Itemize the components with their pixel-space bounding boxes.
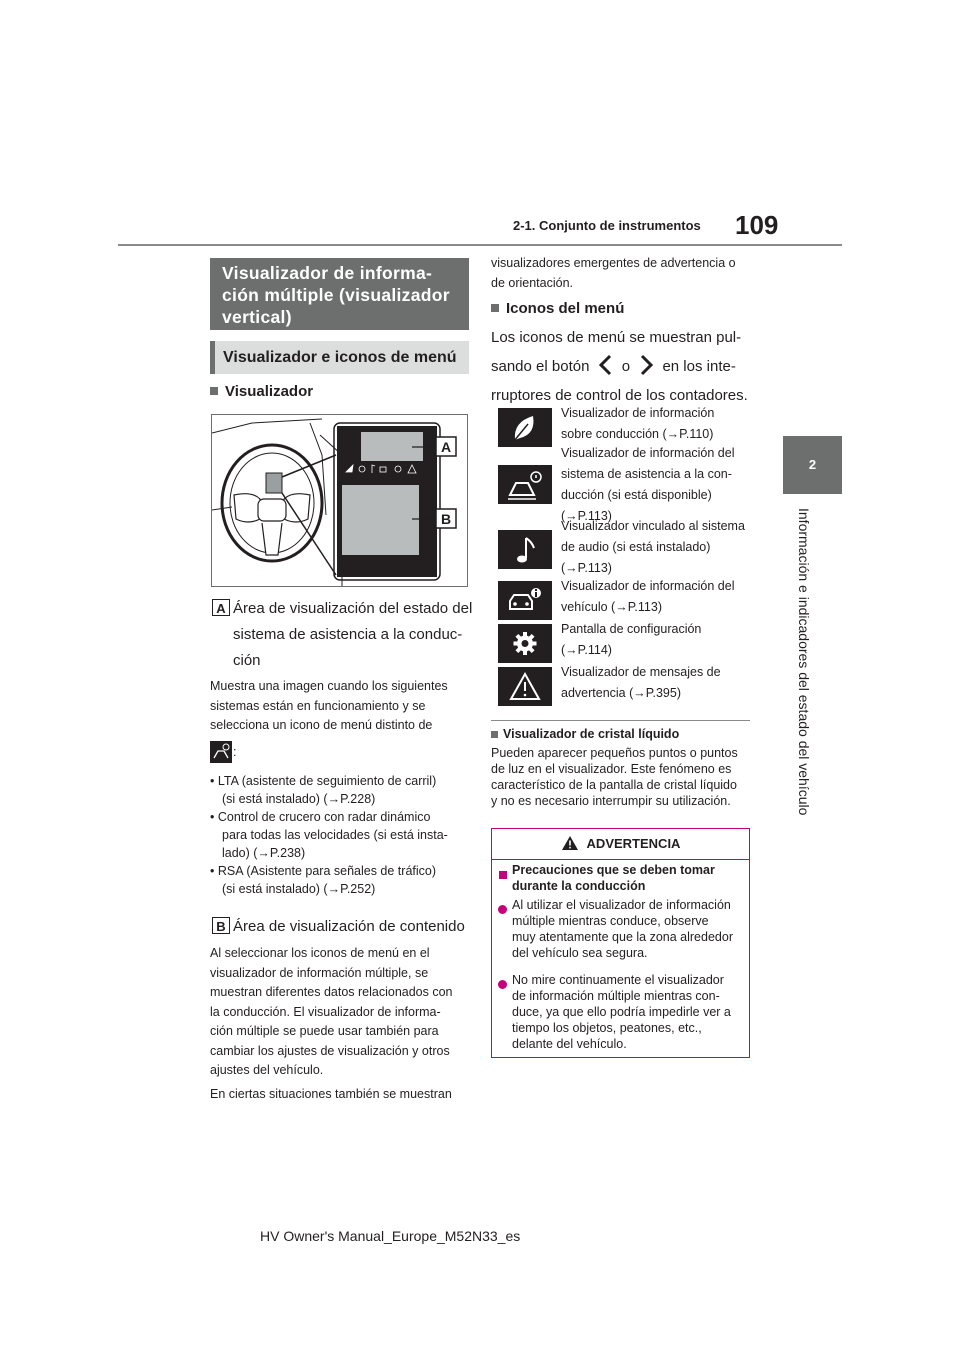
vehicle-info-icon xyxy=(498,581,552,620)
warning-line: Al utilizar el visualizador de información xyxy=(512,898,731,912)
warning-line: tiempo los objetos, peatones, etc., xyxy=(512,1021,702,1035)
a-body xyxy=(210,677,480,736)
iconos-line xyxy=(491,352,761,381)
section-heading-line: ción múltiple (visualizador xyxy=(222,285,450,305)
b-body-line: ción múltiple se puede usar también para xyxy=(210,1024,439,1038)
divider xyxy=(491,720,750,721)
icon-desc-line: ducción (si está disponible) xyxy=(561,488,712,502)
a-heading-line: Área de visualización del estado del xyxy=(233,600,473,617)
label-b: B xyxy=(212,917,230,934)
figure-label-b: B xyxy=(440,511,452,527)
icon-desc-vehicle xyxy=(561,576,751,618)
a-body-line: selecciona un icono de menú distinto de xyxy=(210,718,433,732)
chapter-tab: 2 xyxy=(783,436,842,494)
iconos-line: rruptores de control de los contadores. xyxy=(491,387,748,404)
page-number: 109 xyxy=(735,210,779,240)
warning-title: ADVERTENCIA xyxy=(586,836,681,851)
b-body-line: En ciertas situaciones también se muestran xyxy=(210,1086,452,1101)
label-b-box xyxy=(212,917,230,936)
lcd-body xyxy=(491,745,761,809)
lcd-line: y no es necesario interrumpir su utilización. xyxy=(491,794,731,808)
icon-desc-warning xyxy=(561,662,751,704)
icon-desc-line: vehículo (→P.113) xyxy=(561,600,662,614)
warning-line: No mire continuamente el visualizador xyxy=(512,973,724,987)
pink-square-bullet-icon xyxy=(499,866,507,884)
driving-assist-inline-icon xyxy=(210,741,232,763)
a-body-line: sistemas están en funcionamiento y se xyxy=(210,698,426,713)
icon-desc-line: de audio (si está instalado) xyxy=(561,540,711,554)
b-body-line: la conducción. El visualizador de informa- xyxy=(210,1004,441,1019)
dashboard-illustration xyxy=(212,415,467,586)
continuation-text xyxy=(491,254,761,293)
a-heading xyxy=(233,596,473,674)
warning-line: del vehículo sea segura. xyxy=(512,946,648,960)
lcd-line: Pueden aparecer pequeños puntos o puntos xyxy=(491,746,738,760)
warning-heading xyxy=(512,862,747,894)
warning-line: muy atentamente que la zona alrededor xyxy=(512,930,733,944)
a-heading-line: ción xyxy=(233,652,261,669)
chevron-left-icon xyxy=(596,354,616,376)
icon-desc-audio xyxy=(561,516,751,579)
chapter-side-label: Información e indicadores del estado del vehículo xyxy=(796,508,812,816)
square-bullet-icon xyxy=(210,387,218,395)
lcd-line: característico de la pantalla de cristal líquido xyxy=(491,778,737,792)
a-heading-line: sistema de asistencia a la conduc- xyxy=(233,626,463,643)
iconos-text: en los inte- xyxy=(662,358,736,375)
section-heading-line: vertical) xyxy=(222,307,292,327)
section-heading-line: Visualizador de informa- xyxy=(222,263,433,283)
icon-desc-line: Pantalla de configuración xyxy=(561,622,702,636)
icon-desc-assist xyxy=(561,443,751,527)
music-note-icon xyxy=(498,530,552,569)
bullet-line: para todas las velocidades (si está insta- xyxy=(222,828,448,842)
iconos-text: sando el botón xyxy=(491,358,590,375)
warning-line: de información múltiple mientras con- xyxy=(512,989,720,1003)
icon-desc-line: sistema de asistencia a la con- xyxy=(561,467,732,481)
icon-desc-line: advertencia (→P.395) xyxy=(561,686,681,700)
warning-line: delante del vehículo. xyxy=(512,1037,627,1051)
label-a: A xyxy=(212,599,230,616)
subhead-text: Visualizador de cristal líquido xyxy=(503,727,680,741)
cont-line: visualizadores emergentes de advertencia o xyxy=(491,256,736,270)
bullet-line: • RSA (Asistente para señales de tráfico) xyxy=(210,864,437,878)
subhead-text: Visualizador xyxy=(225,383,314,400)
icon-desc-line: Visualizador vinculado al sistema xyxy=(561,519,745,533)
figure-label-a: A xyxy=(440,439,452,455)
cont-line: de orientación. xyxy=(491,275,574,290)
section-heading xyxy=(210,258,469,330)
warning-line: duce, ya que ello podría impedirle ver a xyxy=(512,1005,731,1019)
icon-desc-line: (→P.114) xyxy=(561,643,612,657)
warning-triangle-icon xyxy=(561,835,579,851)
pink-dot-icon xyxy=(498,901,507,919)
b-body-line: visualizador de información múltiple, se xyxy=(210,965,429,980)
iconos-line: Los iconos de menú se muestran pul- xyxy=(491,329,742,346)
b-body-line: ajustes del vehículo. xyxy=(210,1063,324,1077)
b-body-line: Al seleccionar los iconos de menú en el xyxy=(210,946,430,960)
iconos-body xyxy=(491,323,761,410)
label-a-box xyxy=(212,599,230,618)
icon-desc-line: Visualizador de información del xyxy=(561,579,735,593)
subhead-visualizador xyxy=(210,383,313,400)
pink-dot-icon xyxy=(498,976,507,994)
subhead-lcd xyxy=(491,727,679,741)
b-body-line: cambiar los ajustes de visualización y otros xyxy=(210,1043,450,1058)
warning-item-2 xyxy=(512,972,747,1052)
warning-box xyxy=(491,828,750,1058)
subhead-iconos xyxy=(491,300,624,317)
subhead-text: Iconos del menú xyxy=(506,300,625,317)
bullet-line: • LTA (asistente de seguimiento de carril) xyxy=(210,774,437,788)
leaf-icon xyxy=(498,408,552,447)
chevron-right-icon xyxy=(636,354,656,376)
icon-desc-line: Visualizador de información del xyxy=(561,446,735,460)
square-bullet-icon xyxy=(491,304,499,312)
warning-heading-line: durante la conducción xyxy=(512,879,646,893)
icon-desc-leaf xyxy=(561,403,751,445)
b-heading: Área de visualización de contenido xyxy=(233,918,465,935)
bullet-line: lado) (→P.238) xyxy=(222,846,306,860)
section-title: 2-1. Conjunto de instrumentos xyxy=(513,218,701,233)
iconos-text: o xyxy=(621,358,631,375)
a-body-line: Muestra una imagen cuando los siguientes xyxy=(210,679,448,693)
bullet-line: (si está instalado) (→P.228) xyxy=(222,792,376,806)
icon-desc-line: sobre conducción (→P.110) xyxy=(561,427,714,441)
b-body xyxy=(210,944,480,1104)
icon-desc-line: Visualizador de información xyxy=(561,406,715,420)
a-colon: : xyxy=(233,745,237,759)
warning-header xyxy=(492,829,749,860)
icon-desc-line: (→P.113) xyxy=(561,509,612,523)
header-rule xyxy=(118,244,842,246)
square-bullet-icon xyxy=(491,731,498,738)
dashboard-figure xyxy=(211,414,468,587)
a-bullets xyxy=(210,772,480,898)
warning-item-1 xyxy=(512,897,747,961)
warning-icon xyxy=(498,667,552,706)
b-body-line: muestran diferentes datos relacionados con xyxy=(210,985,453,999)
icon-desc-line: (→P.113) xyxy=(561,561,612,575)
driving-assist-icon xyxy=(498,465,552,504)
footer-text: HV Owner's Manual_Europe_M52N33_es xyxy=(260,1228,521,1244)
icon-desc-settings xyxy=(561,619,751,661)
subsection-heading: Visualizador e iconos de menú xyxy=(210,341,469,374)
gear-icon xyxy=(498,624,552,663)
lcd-line: de luz en el visualizador. Este fenómeno es xyxy=(491,762,732,776)
warning-heading-line: Precauciones que se deben tomar xyxy=(512,863,715,877)
bullet-line: (si está instalado) (→P.252) xyxy=(222,882,376,896)
warning-line: múltiple mientras conduce, observe xyxy=(512,914,709,928)
bullet-line: • Control de crucero con radar dinámico xyxy=(210,810,431,824)
icon-desc-line: Visualizador de mensajes de xyxy=(561,665,721,679)
